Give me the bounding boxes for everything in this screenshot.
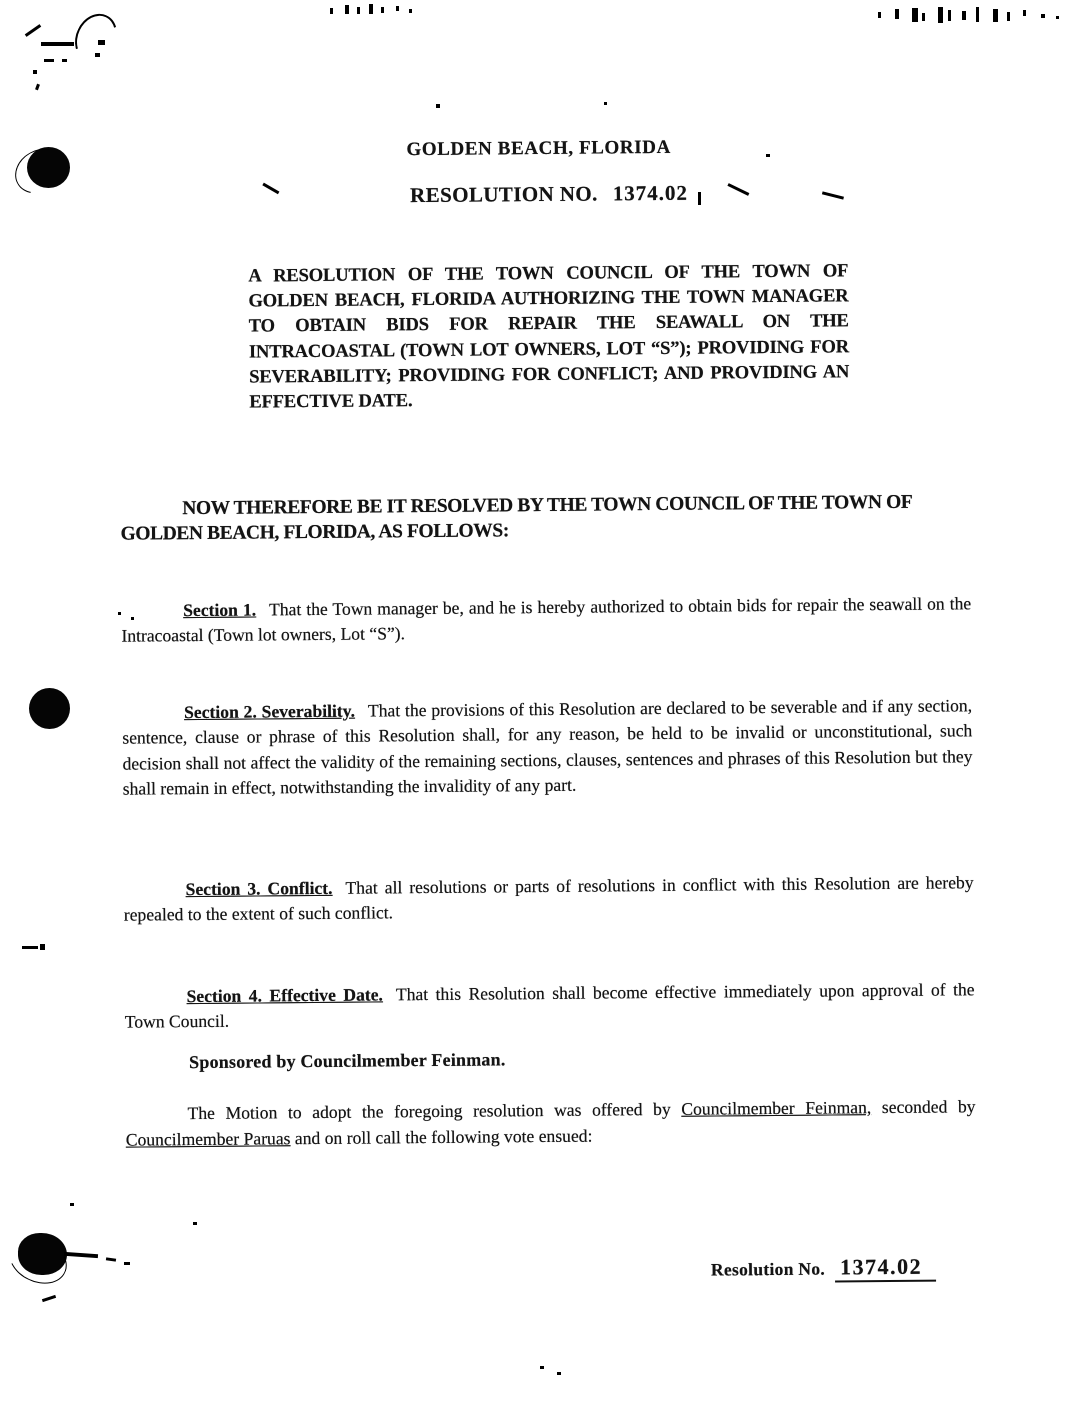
scan-artifact	[604, 102, 607, 105]
scan-artifact	[124, 1262, 130, 1265]
section-2	[122, 693, 973, 802]
section-3-body: That all resolutions or parts of resolutions in conflict with this Resolution are hereby repealed to the extent of such conflict.	[124, 872, 974, 925]
section-4-label-text: Section 4.	[186, 985, 262, 1006]
section-3	[124, 870, 974, 928]
scan-artifact	[557, 1372, 561, 1375]
section-4-label	[186, 984, 383, 1006]
section-1	[121, 591, 971, 649]
motion-text-3: and on roll call the following vote ensued:	[290, 1126, 592, 1149]
footer-label: Resolution No.	[711, 1259, 825, 1280]
scan-artifact	[912, 8, 918, 22]
scan-artifact	[396, 6, 399, 11]
scan-artifact	[193, 1222, 197, 1225]
scan-artifact	[33, 70, 37, 74]
scan-artifact	[993, 9, 998, 22]
scan-artifact	[95, 53, 100, 57]
scan-artifact	[436, 104, 440, 108]
section-1-label	[183, 600, 256, 621]
section-4	[124, 977, 974, 1035]
sponsored-by-line: Sponsored by Councilmember Feinman.	[189, 1049, 506, 1073]
resolution-title-number: 1374.02	[613, 181, 688, 206]
scan-artifact	[345, 5, 349, 14]
scan-artifact	[1023, 10, 1026, 16]
scan-artifact	[22, 946, 38, 949]
footer-number: 1374.02	[835, 1254, 936, 1283]
scan-artifact	[369, 4, 373, 14]
scan-artifact	[41, 42, 74, 46]
scan-artifact	[98, 40, 105, 45]
section-3-heading: Conflict.	[267, 878, 332, 899]
resolved-clause: NOW THEREFORE BE IT RESOLVED BY THE TOWN COUNCIL OF THE TOWN OF GOLDEN BEACH, FLORIDA, AS FOLLOWS:	[120, 490, 972, 547]
scan-artifact	[1041, 14, 1045, 18]
footer-resolution-number	[711, 1254, 936, 1282]
scan-artifact	[1056, 16, 1059, 19]
scan-artifact	[962, 11, 966, 20]
motion-text-1: The Motion to adopt the foregoing resolution was offered by	[187, 1099, 681, 1123]
scan-artifact	[766, 154, 770, 157]
motion-text-2: seconded by	[871, 1096, 975, 1117]
section-2-label	[184, 701, 355, 722]
scan-artifact	[922, 13, 925, 21]
scan-artifact	[357, 7, 360, 14]
scan-artifact	[976, 7, 979, 22]
motion-seconded-by-name: Councilmember Paruas	[126, 1128, 291, 1149]
document-city-title: GOLDEN BEACH, FLORIDA	[0, 133, 1082, 164]
scan-artifact	[895, 9, 899, 19]
scan-artifact	[938, 7, 943, 23]
section-3-label	[186, 878, 333, 899]
section-4-heading: Effective Date.	[269, 984, 383, 1005]
scan-artifact	[70, 1203, 74, 1206]
scan-artifact	[118, 612, 121, 615]
scan-artifact	[330, 8, 333, 14]
scan-artifact	[878, 12, 881, 18]
section-1-body: That the Town manager be, and he is hereby authorized to obtain bids for repair the seawall on the Intracoastal (Town lot owners, Lot “S”).	[121, 593, 971, 646]
document-resolution-title	[5, 177, 1087, 211]
scan-artifact	[698, 192, 701, 205]
resolution-preamble: A RESOLUTION OF THE TOWN COUNCIL OF THE TOWN OF GOLDEN BEACH, FLORIDA AUTHORIZING THE TOWN MANAGER TO OBTAIN BIDS FOR REPAIR THE SEAWALL ON THE INTRACOASTAL (TOWN LOT OWNERS, LOT “S”); PROVIDING FOR SEVERABILITY; PROVIDING FOR CONFLICT; AND PROVIDING AN EFFECTIVE DATE.	[248, 258, 849, 414]
section-2-label-text: Section 2.	[184, 702, 257, 723]
scan-artifact	[1007, 12, 1010, 21]
scan-artifact	[948, 10, 951, 21]
scan-artifact	[62, 59, 67, 62]
resolution-title-label: RESOLUTION NO.	[410, 182, 598, 208]
section-2-body: That the provisions of this Resolution are declared to be severable and if any section, sentence, clause or phrase of this Resolution shall, for any reason, be held to be invalid or unconstitutional, such decision shall not affect the validity of the remaining sections, clauses, sentences and phrases of this Resolution but they shall remain in effect, notwithstanding the invalidity of any part.	[122, 695, 972, 799]
motion-offered-by-name: Councilmember Feinman,	[681, 1097, 871, 1119]
hole-punch-mark	[29, 688, 70, 729]
scan-artifact	[381, 7, 384, 13]
section-2-heading: Severability.	[262, 701, 356, 722]
scan-artifact	[540, 1366, 544, 1369]
motion-paragraph	[125, 1093, 975, 1152]
scan-artifact	[131, 617, 134, 620]
section-3-label-text: Section 3.	[186, 878, 261, 899]
section-1-label-text: Section 1.	[183, 600, 256, 621]
scan-artifact	[409, 9, 412, 13]
scan-artifact	[40, 944, 45, 950]
section-4-body: That this Resolution shall become effective immediately upon approval of the Town Council.	[125, 979, 975, 1032]
scan-artifact	[44, 59, 54, 62]
